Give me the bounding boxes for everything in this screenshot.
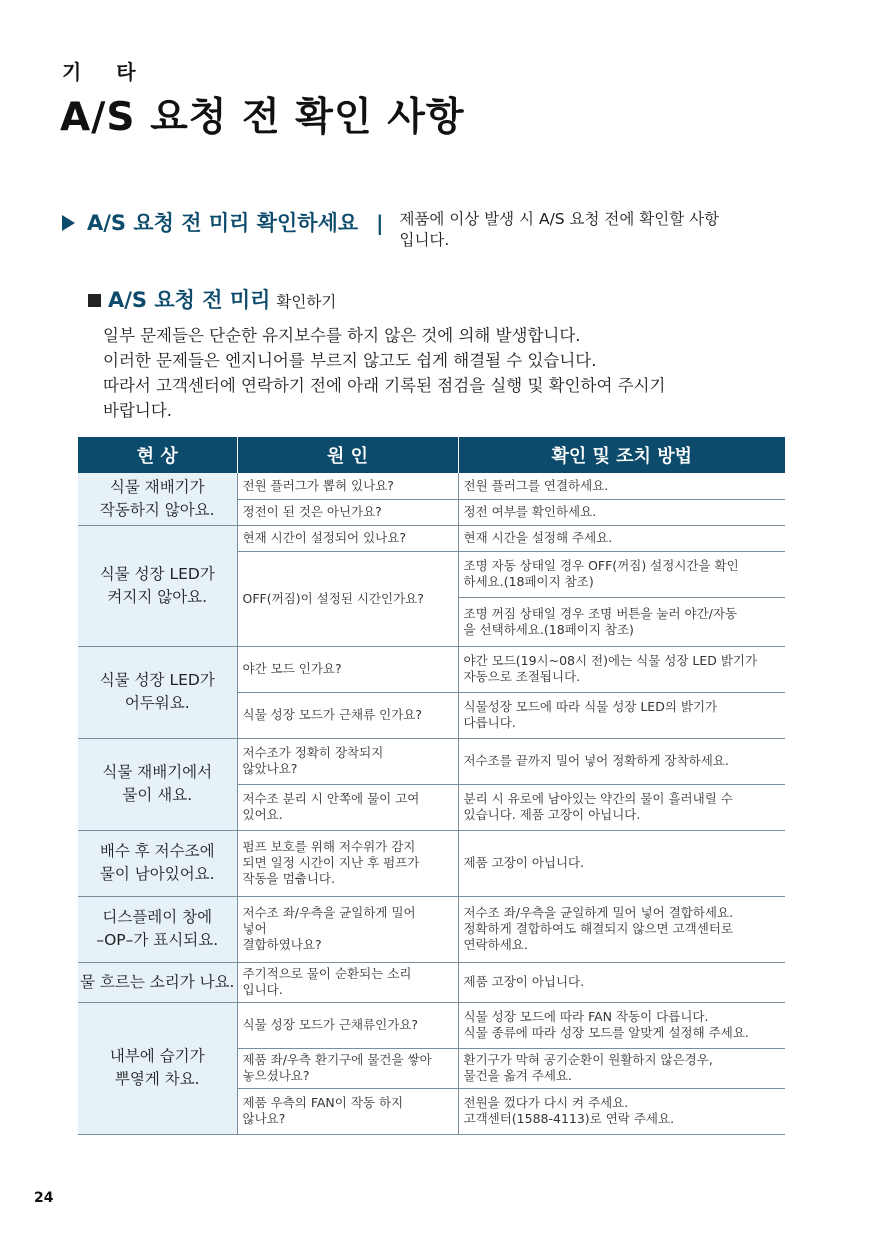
page-title: A/S 요청 전 확인 사항 [60,95,465,140]
action-cell [458,830,785,896]
text-line: 식물 재배기에서 [102,763,213,781]
table-row [78,473,785,499]
cause-cell [237,692,458,738]
text-line: 식물성장 모드에 따라 식물 성장 LED의 밝기가 [463,699,718,714]
text-line: 않았나요? [242,761,298,776]
text-line: 물건을 옮겨 주세요. [463,1068,573,1083]
text-line: 펌프 보호를 위해 저수위가 감지 [242,839,416,854]
table-row [78,1002,785,1048]
text-line: 입니다. [242,982,283,997]
table-row [78,962,785,1002]
action-cell [458,962,785,1002]
text-line: 있어요. [242,807,283,822]
text-line: 전원을 껐다가 다시 켜 주세요. [463,1095,629,1110]
text-line: 정확하게 결합하여도 해결되지 않으면 고객센터로 [463,921,733,936]
table-row [78,646,785,692]
text-line: 어두워요. [124,694,190,712]
text-line: 결합하였나요? [242,937,322,952]
text-line: 자동으로 조절됩니다. [463,669,581,684]
troubleshooting-table [78,437,785,1135]
symptom-cell [78,830,237,896]
action-cell [458,551,785,597]
text-line: 물 흐르는 소리가 나요. [80,972,235,991]
intro-line: 이러한 문제들은 엔지니어를 부르지 않고도 쉽게 해결될 수 있습니다. [103,351,597,370]
text-line: 않나요? [242,1111,286,1126]
symptom-cell [78,1002,237,1134]
intro-line: 일부 문제들은 단순한 유지보수를 하지 않은 것에 의해 발생합니다. [103,326,581,345]
text-line: 저수조 좌/우측을 균일하게 밀어 [242,905,416,920]
text-line: –OP–가 표시되요. [96,931,219,949]
text-line: 야간 모드 인가요? [242,661,342,676]
action-cell [458,597,785,646]
subsection-title-suffix: 확인하기 [276,293,337,311]
text-line: 제품 좌/우측 환기구에 물건을 쌓아 [242,1052,432,1067]
action-cell [458,525,785,551]
text-line: 디스플레이 창에 [102,908,213,926]
text-line: 조명 꺼짐 상태일 경우 조명 버튼을 눌러 야간/자동 [463,605,738,621]
action-cell [458,692,785,738]
text-line: 식물 성장 LED가 [99,671,215,689]
text-line: 식물 재배기가 [109,477,205,496]
text-line: 저수조를 끝까지 밀어 넣어 정확하게 장착하세요. [463,753,729,768]
text-line: 조명 자동 상태일 경우 OFF(꺼짐) 설정시간을 확인 [463,558,739,573]
text-line: 식물 성장 모드에 따라 FAN 작동이 다릅니다. [463,1009,709,1024]
text-line: 정전이 된 것은 아닌가요? [242,504,382,519]
text-line: 있습니다. 제품 고장이 아닙니다. [463,807,641,822]
square-bullet-icon [88,294,101,307]
text-line: 넣어 [242,921,267,936]
text-line: 분리 시 유로에 남아있는 약간의 물이 흘러내릴 수 [463,791,733,806]
text-line: 저수조 좌/우측을 균일하게 밀어 넣어 결합하세요. [463,905,734,920]
intro-line: 따라서 고객센터에 연락하기 전에 아래 기록된 점검을 실행 및 확인하여 주시기 [103,376,666,395]
cause-cell [237,646,458,692]
text-line: 식물 성장 모드가 근채류 인가요? [242,707,423,722]
text-line: 고객센터(1588-4113)로 연락 주세요. [463,1111,675,1126]
text-line: OFF(꺼짐)이 설정된 시간인가요? [242,590,424,606]
action-cell [458,499,785,525]
header-symptom: 현 상 [78,437,237,473]
section-title: A/S 요청 전 미리 확인하세요 [87,211,359,235]
cause-cell [237,499,458,525]
header-cause: 원 인 [237,437,458,473]
action-cell [458,1048,785,1088]
text-line: 뿌옇게 차요. [114,1070,200,1088]
cause-cell [237,784,458,830]
text-line: 저수조 분리 시 안쪽에 물이 고여 [242,791,420,806]
symptom-cell [78,896,237,962]
action-cell [458,1088,785,1134]
cause-cell [237,1088,458,1134]
text-line: 현재 시간을 설정해 주세요. [463,530,613,545]
table-row [78,830,785,896]
action-cell [458,1002,785,1048]
symptom-cell [78,646,237,738]
symptom-cell [78,525,237,646]
action-cell [458,784,785,830]
action-cell [458,738,785,784]
text-line: 전원 플러그를 연결하세요. [463,477,609,493]
text-line: 연락하세요. [463,937,528,952]
text-line: 켜지지 않아요. [107,587,208,606]
text-line: 배수 후 저수조에 [99,842,215,860]
table-row [78,738,785,784]
subsection-heading [88,284,336,314]
text-line: 제품 고장이 아닙니다. [463,974,585,989]
cause-cell [237,896,458,962]
category-label: 기 타 [62,60,150,84]
section-separator: | [376,211,384,235]
section-description: 제품에 이상 발생 시 A/S 요청 전에 확인할 사항입니다. [399,210,720,249]
text-line: 환기구가 막혀 공기순환이 원활하지 않은경우, [463,1052,713,1067]
triangle-bullet-icon [62,215,75,231]
action-cell [458,473,785,499]
text-line: 놓으셨나요? [242,1068,310,1083]
text-line: 야간 모드(19시~08시 전)에는 식물 성장 LED 밝기가 [463,653,758,668]
text-line: 정전 여부를 확인하세요. [463,504,597,519]
text-line: 현재 시간이 설정되어 있나요? [242,530,406,545]
text-line: 물이 남아있어요. [99,865,215,883]
action-cell [458,896,785,962]
cause-cell [237,1048,458,1088]
text-line: 식물 성장 모드가 근채류인가요? [242,1017,419,1032]
table-row [78,525,785,551]
text-line: 주기적으로 물이 순환되는 소리 [242,966,412,981]
cause-cell [237,1002,458,1048]
cause-cell [237,830,458,896]
text-line: 전원 플러그가 뽑혀 있나요? [242,477,394,493]
text-line: 작동하지 않아요. [99,500,215,519]
action-cell [458,646,785,692]
cause-cell [237,473,458,499]
text-line: 저수조가 정확히 장착되지 [242,745,384,760]
text-line: 을 선택하세요.(18페이지 참조) [463,621,634,637]
text-line: 식물 성장 LED가 [99,564,215,583]
intro-text [103,323,763,423]
text-line: 하세요.(18페이지 참조) [463,574,594,589]
text-line: 내부에 습기가 [109,1047,205,1065]
table-header-row [78,437,785,473]
subsection-title: A/S 요청 전 미리 [108,288,271,312]
text-line: 제품 고장이 아닙니다. [463,855,585,870]
text-line: 물이 새요. [122,786,193,804]
symptom-cell [78,962,237,1002]
cause-cell [237,525,458,551]
cause-cell [237,551,458,646]
section-heading [62,208,729,251]
text-line: 작동을 멈춥니다. [242,871,335,886]
cause-cell [237,962,458,1002]
text-line: 제품 우측의 FAN이 작동 하지 [242,1095,404,1110]
symptom-cell [78,473,237,525]
text-line: 식물 종류에 따라 성장 모드를 알맞게 설정해 주세요. [463,1025,749,1040]
header-action: 확인 및 조치 방법 [458,437,785,473]
text-line: 되면 일정 시간이 지난 후 펌프가 [242,855,420,870]
symptom-cell [78,738,237,830]
cause-cell [237,738,458,784]
intro-line: 바랍니다. [103,401,173,420]
table-row [78,896,785,962]
text-line: 다릅니다. [463,715,516,730]
page-number: 24 [34,1190,54,1206]
